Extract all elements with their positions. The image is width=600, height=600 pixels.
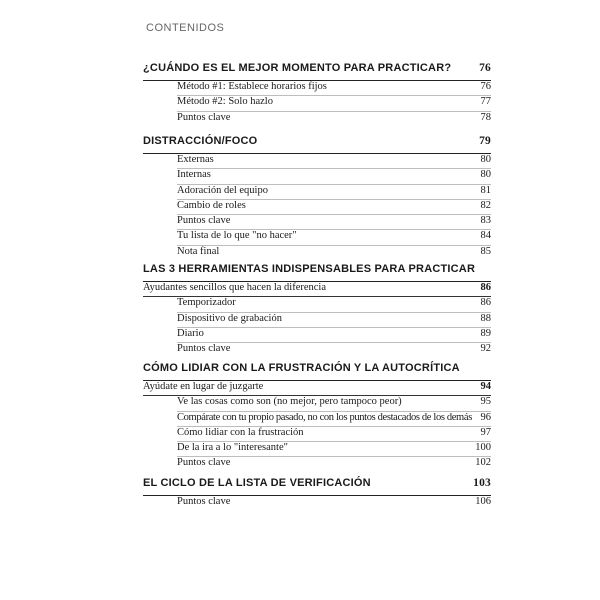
toc-entry[interactable] [177,81,491,96]
section-entries [143,154,491,260]
entry-page: 92 [480,343,491,355]
toc-entry[interactable] [177,396,491,411]
toc-entry[interactable] [177,412,491,427]
toc-entry[interactable] [177,457,491,471]
section-title: LAS 3 HERRAMIENTAS INDISPENSABLES PARA PRACTICAR [143,263,476,275]
toc-entry[interactable] [177,154,491,169]
entry-page: 106 [475,496,491,507]
toc-entry[interactable] [177,215,491,230]
entry-title: Puntos clave [177,111,231,123]
entry-title: Dispositivo de grabación [177,312,282,324]
entry-page: 85 [480,245,491,257]
entry-title: Método #1: Establece horarios fijos [177,81,327,92]
entry-page: 102 [475,457,491,469]
entry-title: Temporizador [177,297,236,309]
section-title: CÓMO LIDIAR CON LA FRUSTRACIÓN Y LA AUTOCRÍTICA [143,362,460,374]
entry-title: Cambio de roles [177,199,246,211]
section-subheading[interactable] [143,381,491,396]
entry-title: Adoración del equipo [177,184,268,196]
entry-title: De la ira a lo "interesante" [177,442,288,454]
section-subheading[interactable] [143,282,491,297]
toc-entry[interactable] [177,313,491,328]
toc-entry[interactable] [177,442,491,457]
section-heading[interactable] [143,263,491,282]
toc-section-5 [143,477,491,510]
entry-page: 76 [480,81,491,92]
toc-entry[interactable] [177,328,491,343]
toc-entry[interactable] [177,200,491,215]
entry-page: 95 [480,396,491,408]
toc-entry[interactable] [177,169,491,184]
entry-page: 97 [480,426,491,438]
toc-entry[interactable] [177,246,491,260]
entry-title: Diario [177,327,204,339]
section-title: ¿CUÁNDO ES EL MEJOR MOMENTO PARA PRACTICAR? [143,62,452,74]
entry-title: Externas [177,154,214,165]
entry-title: Tu lista de lo que "no hacer" [177,230,297,242]
section-title: DISTRACCIÓN/FOCO [143,135,258,147]
entry-page: 84 [480,230,491,242]
entry-title: Puntos clave [177,457,231,469]
section-title: EL CICLO DE LA LISTA DE VERIFICACIÓN [143,477,371,489]
toc-entry[interactable] [177,112,491,126]
toc-entry[interactable] [177,343,491,357]
entry-title: Ve las cosas como son (no mejor, pero tampoco peor) [177,396,402,408]
entry-page: 81 [480,184,491,196]
section-entries [143,297,491,357]
section-heading[interactable] [143,362,491,381]
entry-page: 77 [480,96,491,108]
entry-title: Compárate con tu propio pasado, no con los puntos destacados de los demás [177,411,472,423]
entry-page: 88 [480,312,491,324]
entry-page: 86 [480,297,491,309]
entry-title: Puntos clave [177,343,231,355]
entry-title: Nota final [177,245,220,257]
section-page: 103 [473,477,491,489]
subheading-page: 94 [480,381,491,392]
entry-page: 82 [480,199,491,211]
section-entries [143,396,491,471]
entry-page: 100 [475,442,491,454]
toc-entry[interactable] [177,230,491,245]
page-header: CONTENIDOS [146,22,225,34]
section-page: 79 [479,135,491,147]
subheading-page: 86 [480,282,491,293]
entry-title: Puntos clave [177,215,231,227]
section-entries [143,81,491,126]
entry-page: 96 [480,411,491,423]
toc-section-4 [143,362,491,472]
toc-entry[interactable] [177,185,491,200]
section-page: 76 [479,62,491,74]
section-heading[interactable] [143,62,491,81]
entry-title: Método #2: Solo hazlo [177,96,273,108]
entry-page: 80 [480,169,491,181]
toc-entry[interactable] [177,297,491,312]
toc-entry[interactable] [177,96,491,111]
toc-section-1 [143,62,491,126]
section-heading[interactable] [143,135,491,154]
toc-section-3 [143,263,491,357]
entry-page: 78 [480,111,491,123]
subheading-title: Ayúdate en lugar de juzgarte [143,381,264,392]
entry-title: Internas [177,169,211,181]
entry-page: 83 [480,215,491,227]
subheading-title: Ayudantes sencillos que hacen la diferencia [143,282,327,293]
entry-title: Cómo lidiar con la frustración [177,426,304,438]
toc-entry[interactable] [177,427,491,442]
entry-page: 89 [480,327,491,339]
entry-page: 80 [480,154,491,165]
section-entries [143,496,491,510]
section-heading[interactable] [143,477,491,496]
toc-section-2 [143,135,491,260]
entry-title: Puntos clave [177,496,231,507]
toc-entry[interactable] [177,496,491,510]
